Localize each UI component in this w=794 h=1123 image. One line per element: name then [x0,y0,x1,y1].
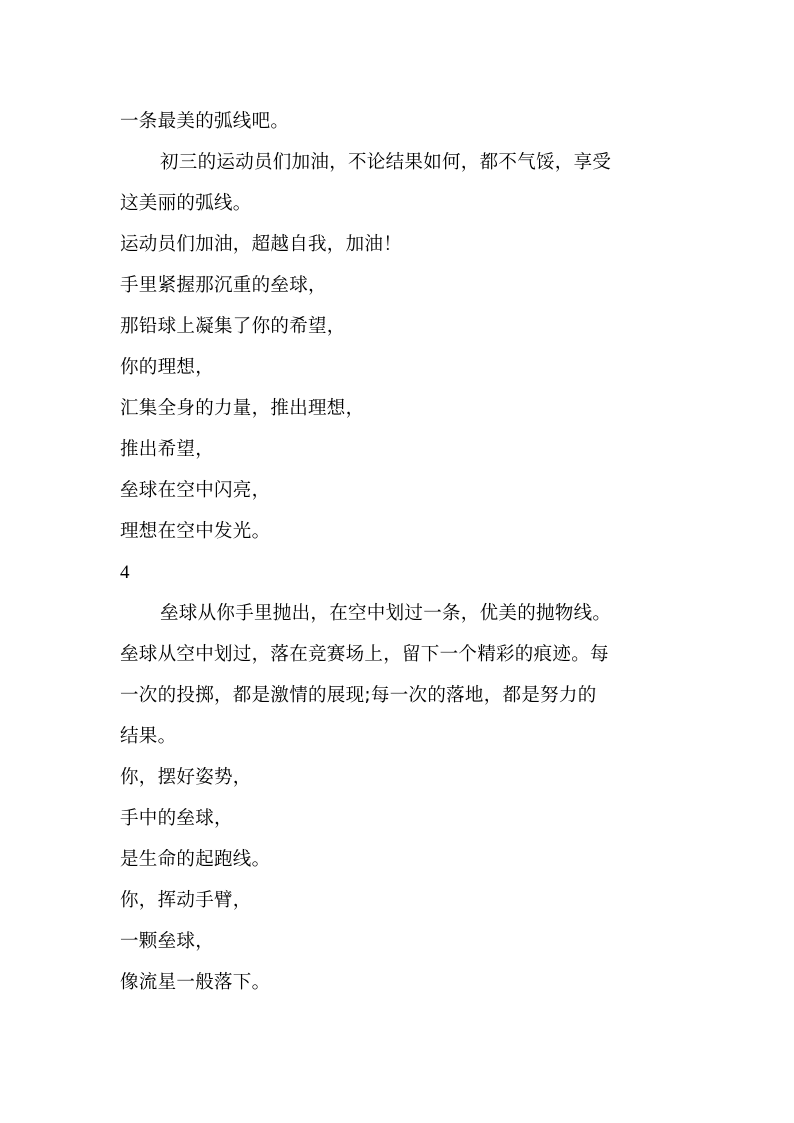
document-body [120,101,700,1003]
poem-line: 垒球在空中闪亮， [120,480,271,501]
text-line: 一条最美的弧线吧。 [120,111,290,132]
section-number: 4 [120,562,130,583]
poem-line: 手中的垒球， [120,808,233,829]
paragraph-first-line: 初三的运动员们加油，不论结果如何，都不气馁，享受 [160,152,612,173]
poem-line: 你的理想， [120,357,215,378]
paragraph-first-line: 垒球从你手里抛出，在空中划过一条，优美的抛物线。 [160,603,612,624]
poem-line: 是生命的起跑线。 [120,849,271,870]
text-line: 这美丽的弧线。 [120,193,252,214]
poem-line: 你，挥动手臂， [120,890,252,911]
poem-line: 汇集全身的力量，推出理想， [120,398,365,419]
text-line: 运动员们加油，超越自我，加油！ [120,234,403,255]
poem-line: 你，摆好姿势， [120,767,252,788]
poem-line: 手里紧握那沉重的垒球， [120,275,327,296]
text-line: 结果。 [120,726,177,747]
poem-line: 一颗垒球， [120,931,215,952]
text-line: 一次的投掷，都是激情的展现;每一次的落地，都是努力的 [120,685,597,706]
poem-line: 那铅球上凝集了你的希望， [120,316,346,337]
poem-line: 理想在空中发光。 [120,521,271,542]
text-line: 垒球从空中划过，落在竞赛场上，留下一个精彩的痕迹。每 [120,644,609,665]
poem-line: 像流星一般落下。 [120,972,271,993]
poem-line: 推出希望， [120,439,215,460]
